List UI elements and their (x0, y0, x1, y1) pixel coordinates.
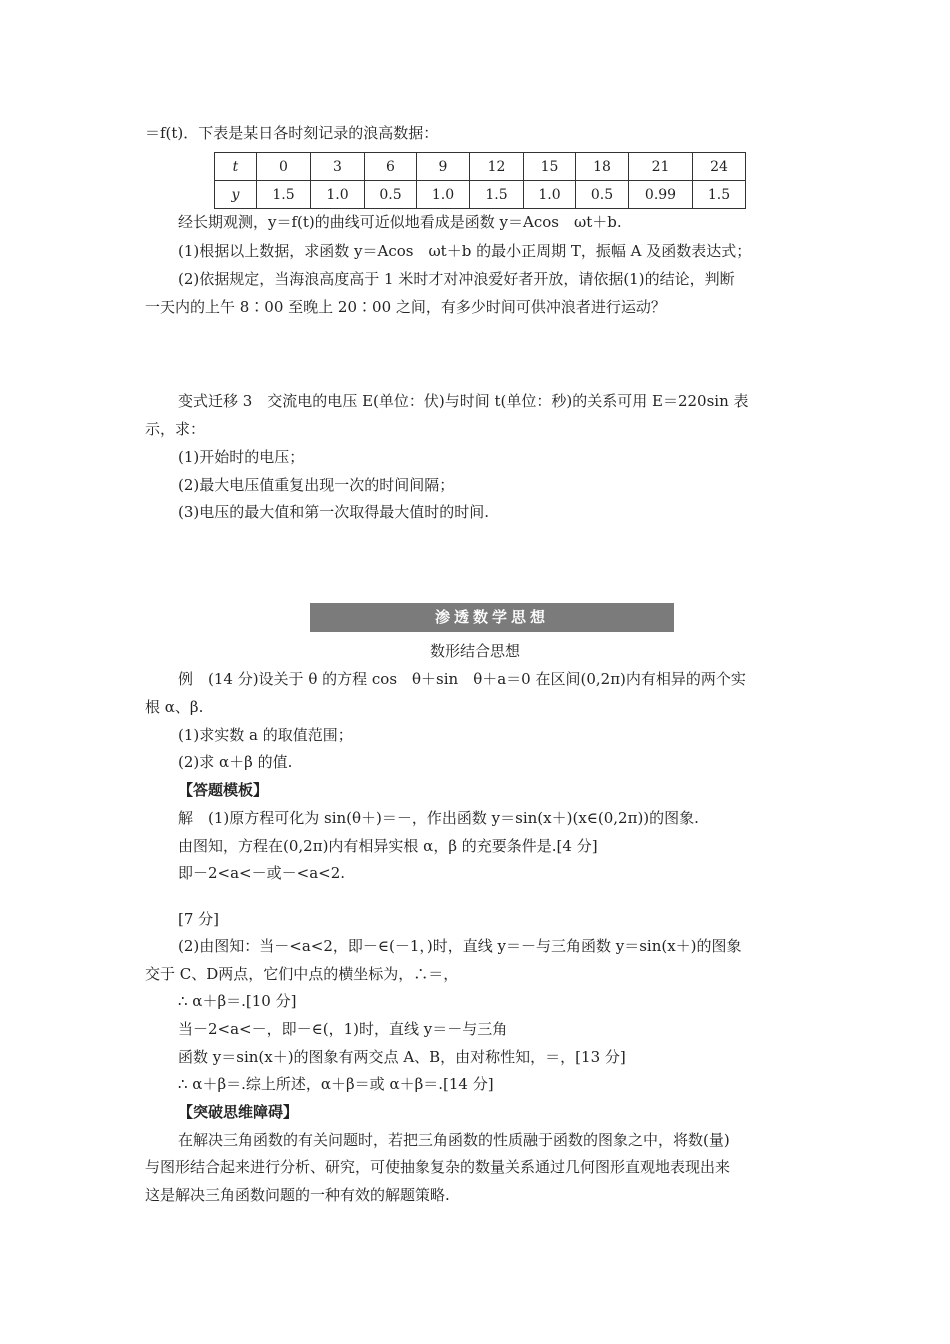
table-cell: 6 (365, 153, 417, 181)
example-line-2: 根 α、β. (145, 698, 204, 716)
table-cell: 0.5 (576, 181, 629, 209)
table-row (215, 153, 746, 181)
table-cell: 1.0 (417, 181, 470, 209)
solution-line: ∴ α＋β＝.综上所述，α＋β＝或 α＋β＝.[14 分] (178, 1075, 494, 1093)
table-cell: 0.99 (629, 181, 693, 209)
table-cell: 9 (417, 153, 470, 181)
summary-line: 与图形结合起来进行分析、研究，可使抽象复杂的数量关系通过几何图形直观地表现出来 (145, 1158, 731, 1176)
table-cell: 1.5 (693, 181, 746, 209)
solution-line: ∴ α＋β＝.[10 分] (178, 992, 297, 1010)
table-cell: 24 (693, 153, 746, 181)
variant-3-line-2: 示，求： (145, 420, 206, 438)
solution-line: 由图知，方程在(0,2π)内有相异实根 α，β 的充要条件是.[4 分] (178, 837, 598, 855)
solution-line: 交于 C、D两点，它们中点的横坐标为，∴＝， (145, 965, 459, 983)
section-banner: 渗透数学思想 (310, 603, 674, 632)
table-cell: 0.5 (365, 181, 417, 209)
example-line-1: 例 (14 分)设关于 θ 的方程 cos θ＋sin θ＋a＝0 在区间(0,2π)内有相异的两个实 (178, 670, 746, 688)
table-cell: 15 (524, 153, 576, 181)
table-cell: 1.5 (470, 181, 524, 209)
variant-3-question-1: (1)开始时的电压； (178, 448, 305, 466)
table-cell: 1.5 (257, 181, 311, 209)
table-cell: 3 (311, 153, 365, 181)
solution-line: 函数 y＝sin(x＋)的图象有两交点 A、B，由对称性知，＝，[13 分] (178, 1048, 626, 1066)
table-cell: 0 (257, 153, 311, 181)
solution-line: 即－2<a<－或－<a<2. (178, 864, 346, 882)
breakthrough-heading: 【突破思维障碍】 (178, 1103, 299, 1121)
table-cell: 18 (576, 153, 629, 181)
question-2-line-1: (2)依据规定，当海浪高度高于 1 米时才对冲浪爱好者开放，请依据(1)的结论，判断 (178, 270, 735, 288)
variant-3-question-3: (3)电压的最大值和第一次取得最大值时的时间. (178, 503, 490, 521)
solution-line: (2)由图知：当－<a<2，即－∈(－1，)时，直线 y＝－与三角函数 y＝sin(x＋)的图象 (178, 937, 742, 955)
example-question-1: (1)求实数 a 的取值范围； (178, 726, 353, 744)
variant-3-question-2: (2)最大电压值重复出现一次的时间间隔； (178, 476, 455, 494)
table-cell: 1.0 (524, 181, 576, 209)
observation-text: 经长期观测，y＝f(t)的曲线可近似地看成是函数 y＝Acos ωt＋b. (178, 213, 622, 231)
section-subtitle: 数形结合思想 (429, 642, 520, 660)
solution-line: [7 分] (178, 910, 220, 928)
question-2-line-2: 一天内的上午 8∶00 至晚上 20∶00 之间，有多少时间可供冲浪者进行运动？ (145, 298, 666, 316)
y-header-cell: y (215, 181, 257, 209)
table-cell: 21 (629, 153, 693, 181)
summary-line: 这是解决三角函数问题的一种有效的解题策略. (145, 1186, 450, 1204)
t-header-cell: t (215, 153, 257, 181)
summary-line: 在解决三角函数的有关问题时，若把三角函数的性质融于函数的图象之中，将数(量) (178, 1131, 730, 1149)
question-1: (1)根据以上数据，求函数 y＝Acos ωt＋b 的最小正周期 T，振幅 A 及函数表达式； (178, 242, 752, 260)
example-question-2: (2)求 α＋β 的值. (178, 753, 293, 771)
variant-3-line-1: 变式迁移 3 交流电的电压 E(单位：伏)与时间 t(单位：秒)的关系可用 E＝220sin 表 (178, 392, 749, 410)
table-row (215, 181, 746, 209)
problem-intro: ＝f(t)．下表是某日各时刻记录的浪高数据： (145, 124, 439, 142)
solution-line: 解 (1)原方程可化为 sin(θ＋)＝－，作出函数 y＝sin(x＋)(x∈(0,2π))的图象. (178, 809, 699, 827)
wave-height-table (214, 152, 746, 209)
table-cell: 1.0 (311, 181, 365, 209)
table-cell: 12 (470, 153, 524, 181)
answer-template-heading: 【答题模板】 (178, 781, 269, 799)
solution-line: 当－2<a<－，即－∈(，1)时，直线 y＝－与三角 (178, 1020, 508, 1038)
